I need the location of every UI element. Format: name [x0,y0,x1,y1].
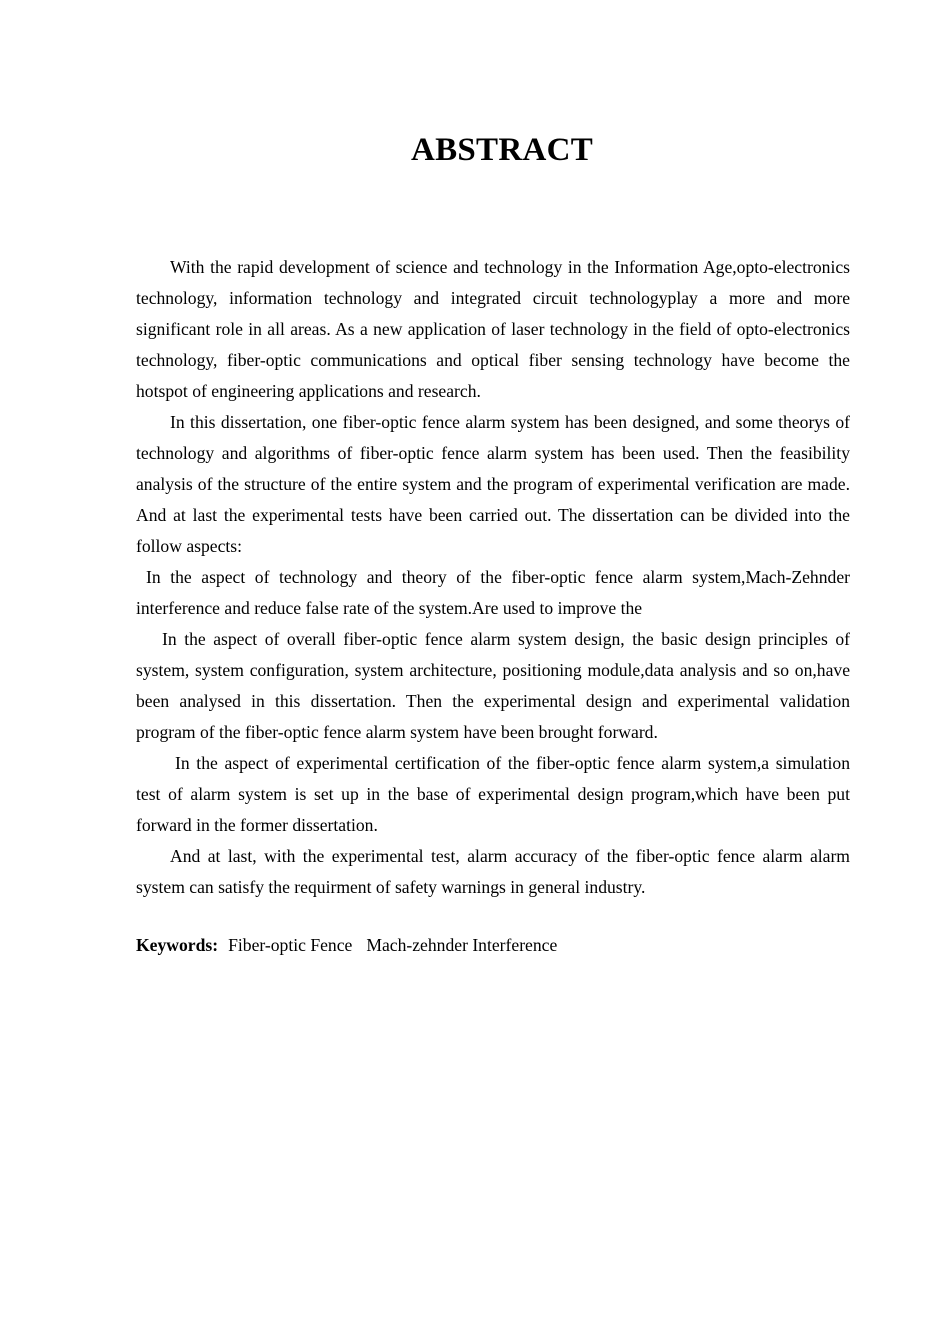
keywords-line [136,930,850,961]
keywords-label: Keywords: [136,935,219,955]
keyword-item: Mach-zehnder Interference [366,935,558,955]
abstract-body [136,252,850,903]
abstract-paragraph-6: And at last, with the experimental test, alarm accuracy of the fiber-optic fence alarm alarm system can satisfy the requirment of safety warnings in general industry. [136,846,850,897]
abstract-paragraph-4: In the aspect of overall fiber-optic fence alarm system design, the basic design principles of system, system configuration, system architecture, positioning module,data analysis and so on,have been analysed in this dissertation. Then the experimental design and experimental validation program of the fiber-optic fence alarm system have been brought forward. [136,629,850,742]
abstract-paragraph-3: In the aspect of technology and theory of the fiber-optic fence alarm system,Mach-Zehnder interference and reduce false rate of the system.Are used to improve the [136,567,850,618]
page-title: ABSTRACT [410,132,594,168]
keyword-item: Fiber-optic Fence [228,935,353,955]
abstract-paragraph-5: In the aspect of experimental certification of the fiber-optic fence alarm system,a simulation test of alarm system is set up in the base of experimental design program,which have been put forward in the former dissertation. [136,753,850,835]
abstract-paragraph-1: With the rapid development of science and technology in the Information Age,opto-electronics technology, information technology and integrated circuit technologyplay a more and more significant role in all areas. As a new application of laser technology in the field of opto-electronics technology, fiber-optic communications and optical fiber sensing technology have become the hotspot of engineering applications and research. [136,257,850,401]
abstract-paragraph-2: In this dissertation, one fiber-optic fence alarm system has been designed, and some theorys of technology and algorithms of fiber-optic fence alarm system has been used. Then the feasibility analysis of the structure of the entire system and the program of experimental verification are made. And at last the experimental tests have been carried out. The dissertation can be divided into the follow aspects: [136,412,850,556]
